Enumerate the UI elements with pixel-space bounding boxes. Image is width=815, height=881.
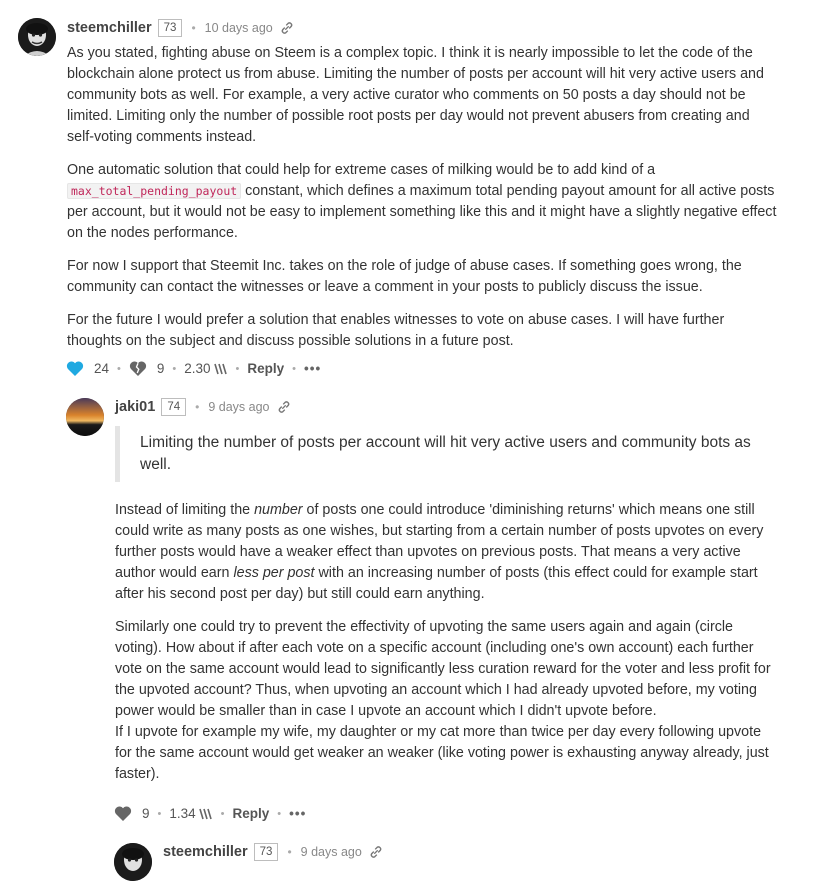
link-icon[interactable] xyxy=(277,400,291,414)
payout-value[interactable]: 2.30 xyxy=(184,361,211,376)
paragraph: If I upvote for example my wife, my daughter or my cat more than twice per day every following upvote for the same account would get weaker an weaker (like voting power is exhausting anyway already, just faster). xyxy=(115,724,769,782)
vote-count[interactable]: 9 xyxy=(142,806,150,821)
comment-header xyxy=(115,398,291,416)
paragraph: As you stated, fighting abuse on Steem is a complex topic. I think it is nearly impossible to let the code of the blockchain alone protect us from abuse. Limiting the number of posts per account will hit very active users and community bots as well. For example, a very active curator who comments on 50 posts a day should not be limited. Limiting only the number of possible root posts per day would not prevent abusers from creating and self-voting comments instead. xyxy=(67,45,764,145)
separator: • xyxy=(195,400,200,414)
timestamp[interactable]: 9 days ago xyxy=(300,845,362,859)
payout-value[interactable]: 1.34 xyxy=(169,806,196,821)
author-name[interactable]: steemchiller xyxy=(67,20,152,36)
more-menu-button[interactable]: ••• xyxy=(304,361,322,376)
author-name[interactable]: jaki01 xyxy=(115,399,156,415)
more-menu-button[interactable]: ••• xyxy=(289,806,307,821)
comment-header xyxy=(67,19,294,37)
blockquote: Limiting the number of posts per account will hit very active users and community bots as well. xyxy=(115,426,775,482)
vote-count[interactable]: 24 xyxy=(94,361,110,376)
paragraph: Instead of limiting the number of posts one could introduce 'diminishing returns' which means one still could write as many posts as one wishes, but starting from a certain number of posts upvotes on every further posts would have a weaker effect than upvotes on previous posts. That means a very active author would earn less per post with an increasing number of posts (this effect could for example start after his second post per day) but still could earn anything. xyxy=(115,502,764,602)
steem-icon xyxy=(214,363,228,375)
reputation-badge: 73 xyxy=(254,843,279,861)
paragraph: For now I support that Steemit Inc. takes on the role of judge of abuse cases. If something goes wrong, the community can contact the witnesses or leave a comment in your posts to publicly discuss the issue. xyxy=(67,258,742,295)
comment-footer: 9 • 1.34 • Reply • ••• xyxy=(114,805,306,822)
heart-icon[interactable] xyxy=(66,360,84,377)
timestamp[interactable]: 10 days ago xyxy=(204,21,273,35)
comment-body xyxy=(67,43,779,364)
link-icon[interactable] xyxy=(280,21,294,35)
heart-icon[interactable] xyxy=(114,805,132,822)
author-name[interactable]: steemchiller xyxy=(163,844,248,860)
comment-header xyxy=(163,843,383,861)
comment-footer: 24 • 9 • 2.30 • Reply • ••• xyxy=(66,360,321,377)
avatar[interactable] xyxy=(18,18,56,56)
separator: • xyxy=(191,21,196,35)
comment-body xyxy=(115,426,775,797)
paragraph: One automatic solution that could help for extreme cases of milking would be to add kind of a max_total_pending_payout constant, which defines a maximum total pending payout amount for all active posts per account, but it would not be easy to implement something like this and it might have a slightly negative effect on the nodes performance. xyxy=(67,162,777,241)
steem-icon xyxy=(199,808,213,820)
reputation-badge: 73 xyxy=(158,19,183,37)
timestamp[interactable]: 9 days ago xyxy=(208,400,270,414)
flag-count[interactable]: 9 xyxy=(156,361,165,376)
reputation-badge: 74 xyxy=(161,398,186,416)
avatar[interactable] xyxy=(114,843,152,881)
link-icon[interactable] xyxy=(369,845,383,859)
paragraph: Similarly one could try to prevent the effectivity of upvoting the same users again and again (circle voting). How about if after each vote on a specific account (including one's own account) each further vote on the same account would lead to significantly less curation reward for the voter and less profit for the upvoted account? Thus, when upvoting an account which I had already upvoted before, my voting power would be smaller than in case I upvote an account which I didn't upvote before. xyxy=(115,619,771,719)
separator: • xyxy=(287,845,292,859)
reply-button[interactable]: Reply xyxy=(247,361,285,376)
broken-heart-icon[interactable] xyxy=(129,360,147,377)
avatar[interactable] xyxy=(66,398,104,436)
reply-button[interactable]: Reply xyxy=(232,806,270,821)
code-snippet: max_total_pending_payout xyxy=(67,183,241,199)
paragraph: For the future I would prefer a solution that enables witnesses to vote on abuse cases. I will have further thoughts on the subject and discuss possible solutions in a future post. xyxy=(67,312,725,349)
